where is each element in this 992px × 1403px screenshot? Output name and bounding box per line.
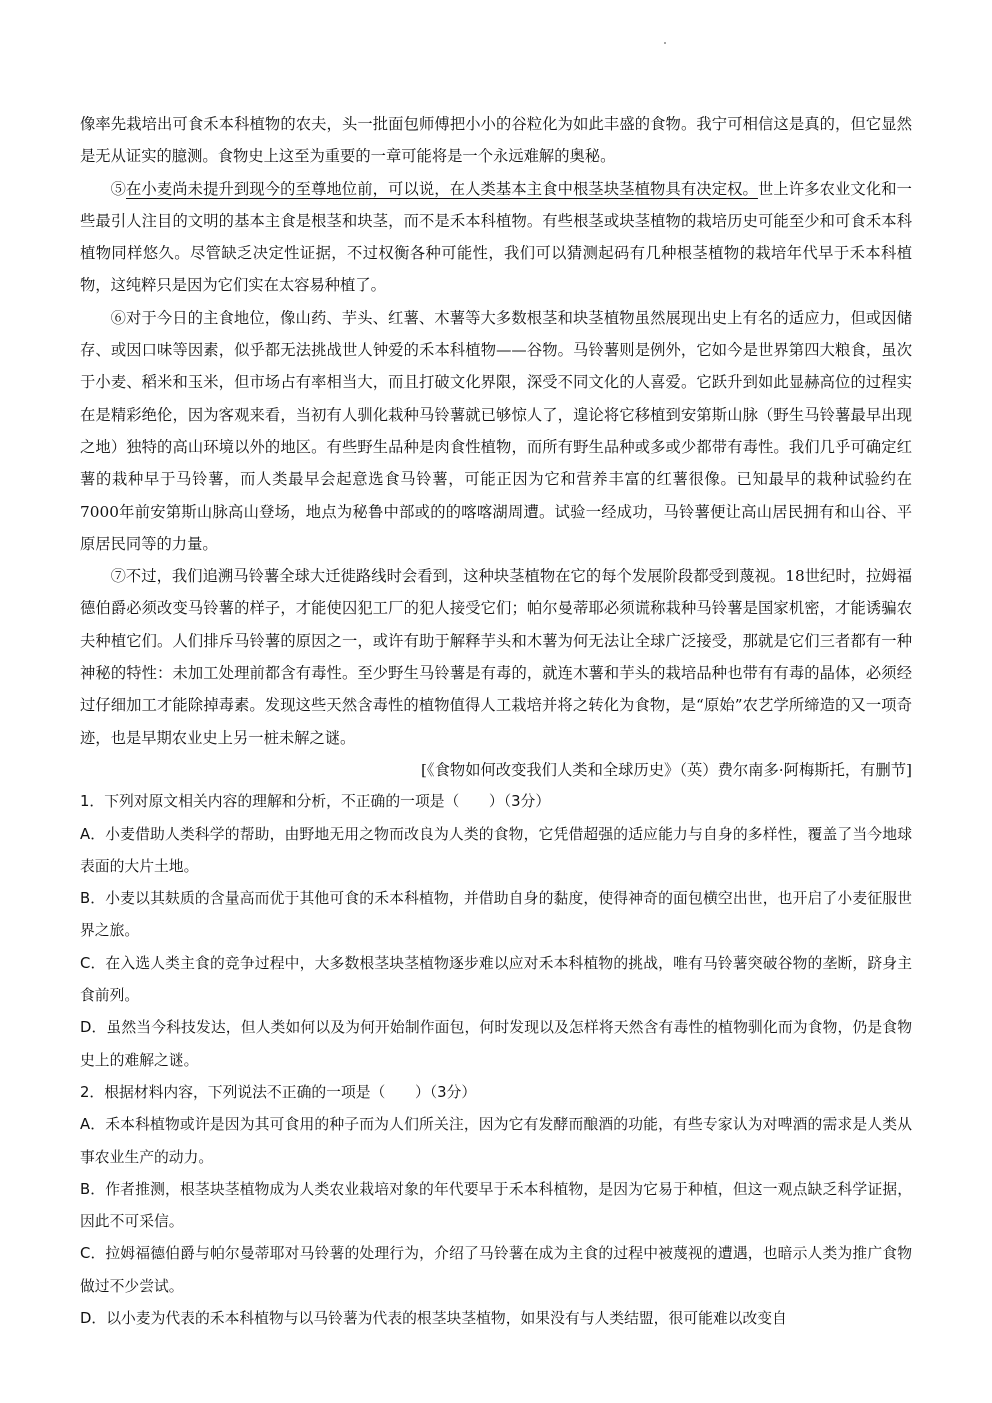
paragraph-5-underlined-sentence: 在小麦尚未提升到现今的至尊地位前，可以说，在人类基本主食中根茎块茎植物具有决定权。 [126,179,758,198]
question-1-option-c: C．在入选人类主食的竞争过程中，大多数根茎块茎植物逐步难以应对禾本科植物的挑战，唯有马铃薯突破谷物的垄断，跻身主食前列。 [80,954,912,1005]
scan-dot [664,42,666,44]
question-2-option-c: C．拉姆福德伯爵与帕尔曼蒂耶对马铃薯的处理行为，介绍了马铃薯在成为主食的过程中被蔑视的遭遇，也暗示人类为推广食物做过不少尝试。 [80,1245,912,1295]
question-1-option-d: D．虽然当今科技发达，但人类如何以及为何开始制作面包，何时发现以及怎样将天然含有毒性的植物驯化而为食物，仍是食物史上的难解之谜。 [80,1019,912,1069]
question-1-option-b: B．小麦以其麸质的含量高而优于其他可食的禾本科植物，并借助自身的黏度，使得神奇的面包横空出世，也开启了小麦征服世界之旅。 [80,890,912,940]
question-2-stem: 2．根据材料内容，下列说法不正确的一项是（ ）（3分） [80,1083,477,1101]
question-2-option-b: B．作者推测，根茎块茎植物成为人类农业栽培对象的年代要早于禾本科植物，是因为它易于种植，但这一观点缺乏科学证据，因此不可采信。 [80,1180,912,1231]
question-1 [80,786,912,1077]
question-1-option-a: A．小麦借助人类科学的帮助，由野地无用之物而改良为人类的食物，它凭借超强的适应能力与自身的多样性，覆盖了当今地球表面的大片土地。 [80,825,912,875]
question-2 [80,1077,912,1335]
question-2-option-d: D．以小麦为代表的禾本科植物与以马铃薯为代表的根茎块茎植物，如果没有与人类结盟，很可能难以改变自 [80,1309,787,1327]
paragraph-continued: 像率先栽培出可食禾本科植物的农夫，头一批面包师傅把小小的谷粒化为如此丰盛的食物。我宁可相信这是真的，但它显然是无从证实的臆测。食物史上这至为重要的一章可能将是一个永远难解的奥秘。 [80,115,912,166]
paragraph-6: ⑥对于今日的主食地位，像山药、芋头、红薯、木薯等大多数根茎和块茎植物虽然展现出史上有名的适应力，但或因储存、或因口味等因素，似乎都无法挑战世人钟爱的禾本科植物——谷物。马铃薯则是例外，它如今是世界第四大粮食，虽次于小麦、稻米和玉米，但市场占有率相当大，而且打破文化界限，深受不同文化的人喜爱。它跃升到如此显赫高位的过程实在是精彩绝伦，因为客观来看，当初有人驯化栽种马铃薯就已够惊人了，遑论将它移植到安第斯山脉（野生马铃薯最早出现之地）独特的高山环境以外的地区。有些野生品种是肉食性植物，而所有野生品种或多或少都带有毒性。我们几乎可确定红薯的栽种早于马铃薯，而人类最早会起意选食马铃薯，可能正因为它和营养丰富的红薯很像。已知最早的栽种试验约在7000年前安第斯山脉高山登场，地点为秘鲁中部或的的喀喀湖周遭。试验一经成功，马铃薯便让高山居民拥有和山谷、平原居民同等的力量。 [80,308,912,553]
paragraph-5-text: 世上许多农业文化和一些最引人注目的文明的基本主食是根茎和块茎，而不是禾本科植物。有些根茎或块茎植物的栽培历史可能至少和可食禾本科植物同样悠久。尽管缺乏决定性证据，不过权衡各种可能性，我们可以猜测起码有几种根茎植物的栽培年代早于禾本科植物，这纯粹只是因为它们实在太容易种植了。 [80,179,912,295]
document-page [80,108,912,1335]
question-1-stem: 1．下列对原文相关内容的理解和分析，不正确的一项是（ ）（3分） [80,793,551,811]
paragraph-5-number: ⑤ [110,179,127,198]
source-citation: [《食物如何改变我们人类和全球历史》（英）费尔南多·阿梅斯托，有删节] [420,760,912,779]
paragraph-5 [80,173,912,302]
question-2-option-a: A．禾本科植物或许是因为其可食用的种子而为人们所关注，因为它有发酵而酿酒的功能，有些专家认为对啤酒的需求是人类从事农业生产的动力。 [80,1116,912,1166]
paragraph-7: ⑦不过，我们追溯马铃薯全球大迁徙路线时会看到，这种块茎植物在它的每个发展阶段都受到蔑视。18世纪时，拉姆福德伯爵必须改变马铃薯的样子，才能使囚犯工厂的犯人接受它们；帕尔曼蒂耶必须谎称栽种马铃薯是国家机密，才能诱骗农夫种植它们。人们排斥马铃薯的原因之一，或许有助于解释芋头和木薯为何无法让全球广泛接受，那就是它们三者都有一种神秘的特性：未加工处理前都含有毒性。至少野生马铃薯是有毒的，就连木薯和芋头的栽培品种也带有有毒的晶体，必须经过仔细加工才能除掉毒素。发现这些天然含毒性的植物值得人工栽培并将之转化为食物，是“原始”农艺学所缔造的又一项奇迹，也是早期农业史上另一桩未解之谜。 [80,567,912,747]
